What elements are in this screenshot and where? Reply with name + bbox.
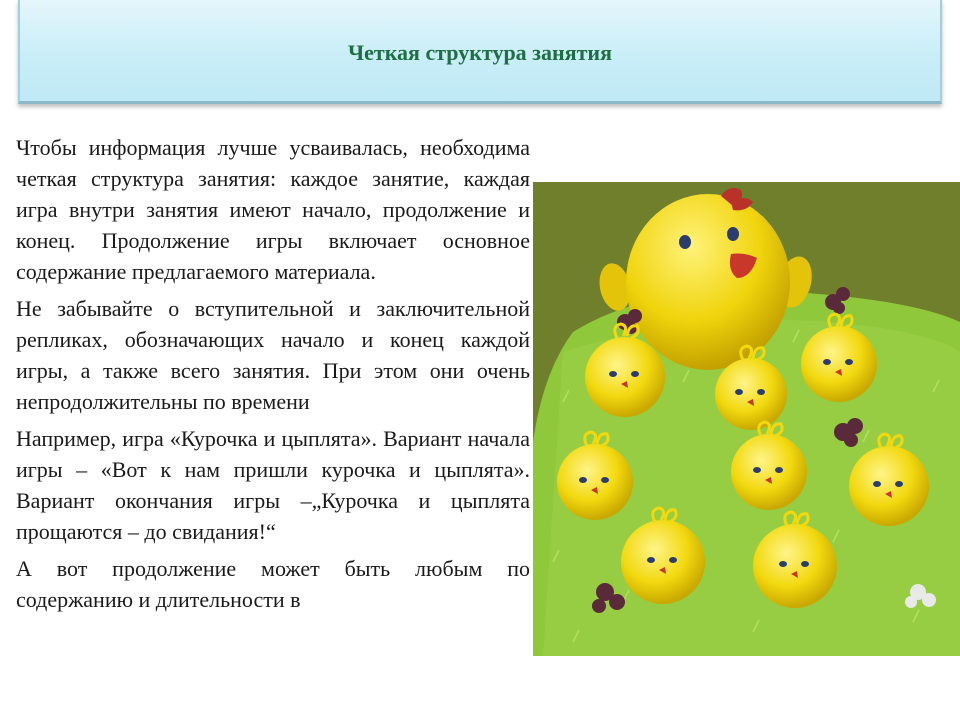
- paragraph-2: Не забывайте о вступительной и заключительной репликах, обозначающих начало и конец каждой игры, а также всего занятия. При этом они очень непродолжительны по времени: [16, 296, 530, 414]
- slide-title: Четкая структура занятия: [348, 39, 612, 65]
- body-text: [16, 132, 530, 621]
- paragraph-3: Например, игра «Курочка и цыплята». Вариант начала игры – «Вот к нам пришли курочка и цыплята». Вариант окончания игры –„Курочка и цыплята прощаются – до свидания!“: [16, 426, 530, 544]
- chicks-photo: [533, 182, 960, 656]
- paragraph-1: Чтобы информация лучше усваивалась, необходима четкая структура занятия: каждое занятие, каждая игра внутри занятия имеют начало, продолжение и конец. Продолжение игры включает основное содержание предлагаемого материала.: [16, 135, 530, 284]
- paragraph-4: А вот продолжение может быть любым по содержанию и длительности в: [16, 556, 530, 612]
- title-bar: [18, 0, 942, 104]
- chicks-illustration: [533, 182, 960, 656]
